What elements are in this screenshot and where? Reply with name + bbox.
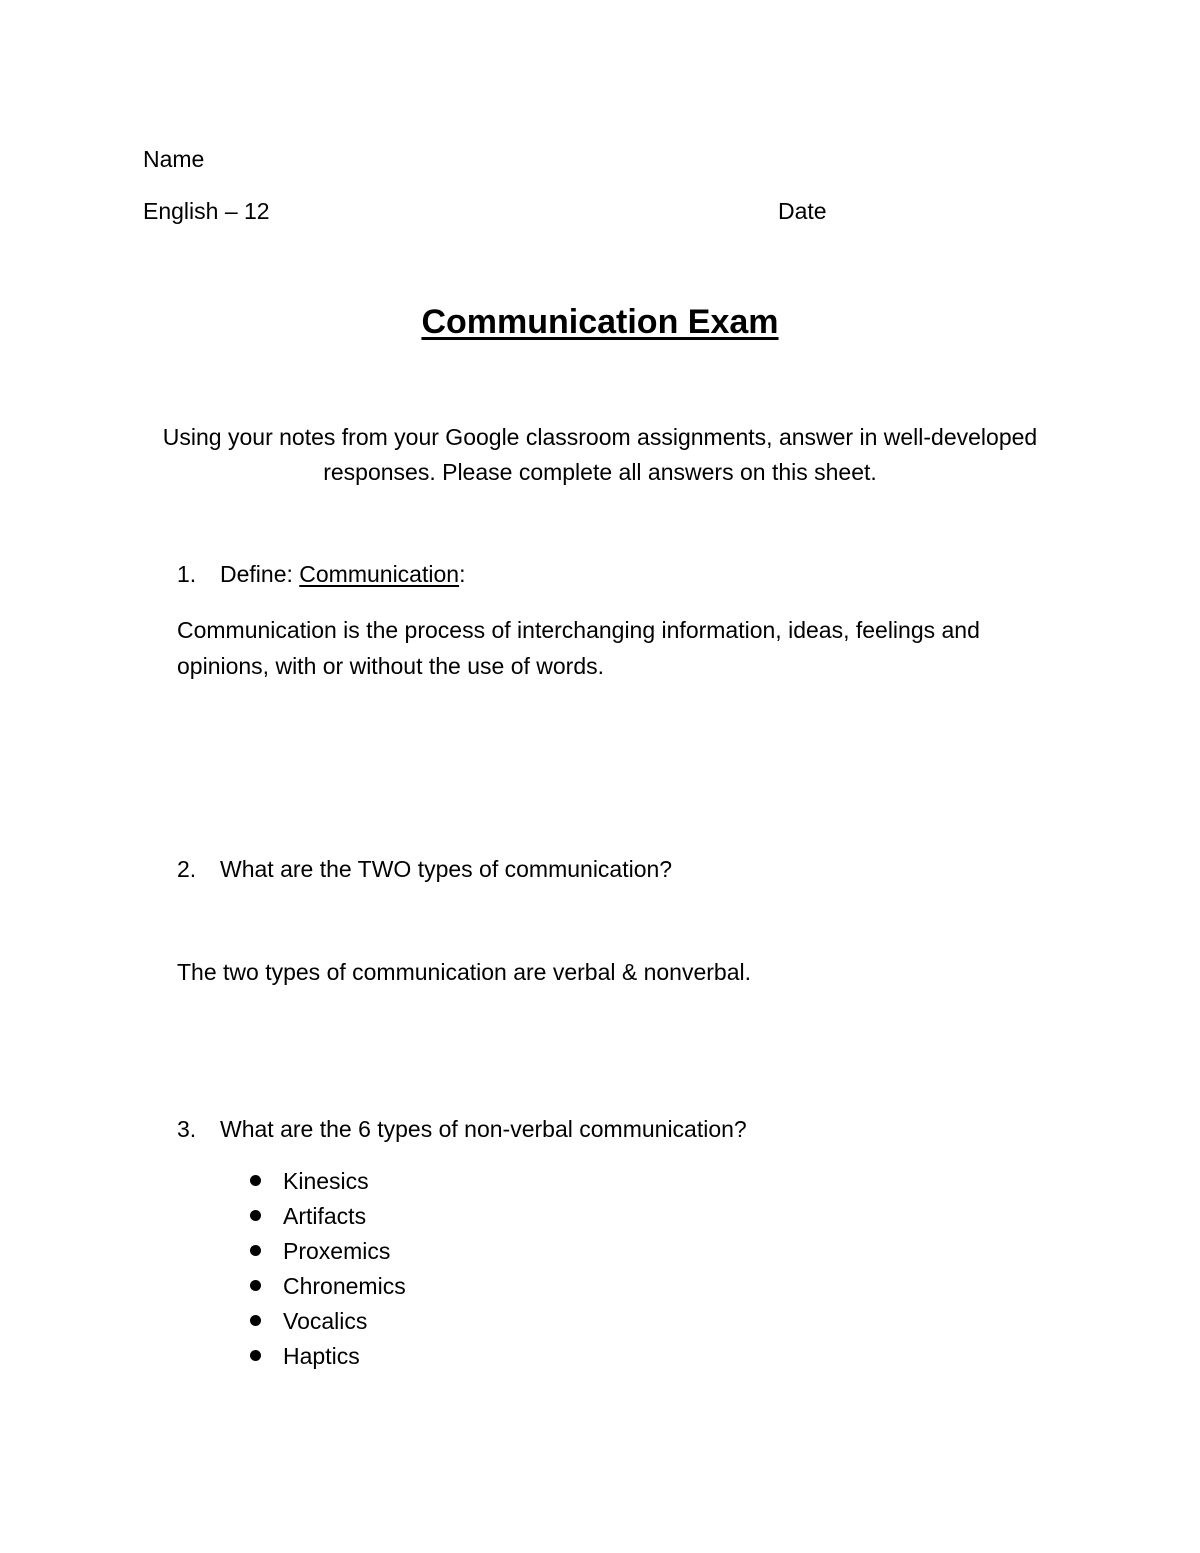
list-item-text: Kinesics [283, 1168, 369, 1194]
page-title-text: Communication Exam [421, 303, 779, 341]
question-prefix: Define: [220, 561, 300, 587]
question-number: 1. [177, 561, 197, 587]
question-number: 2. [177, 856, 197, 882]
course-label: English – 12 [143, 198, 270, 224]
bullet-icon [250, 1280, 261, 1291]
list-item [248, 1165, 406, 1200]
bullet-icon [250, 1350, 261, 1361]
question-term: Communication [299, 561, 460, 587]
list-item-text: Haptics [283, 1343, 360, 1369]
bullet-icon [250, 1210, 261, 1221]
list-item [248, 1305, 406, 1340]
list-item-text: Vocalics [283, 1308, 368, 1334]
bullet-icon [250, 1175, 261, 1186]
question-text: What are the 6 types of non-verbal communication? [220, 1116, 747, 1142]
bullet-icon [250, 1245, 261, 1256]
question-suffix: : [459, 561, 466, 587]
answer-3-list [248, 1165, 406, 1375]
question-text [220, 561, 465, 588]
list-item [248, 1270, 406, 1305]
answer-2: The two types of communication are verbal & nonverbal. [177, 959, 752, 985]
list-item-text: Chronemics [283, 1273, 406, 1299]
instructions: Using your notes from your Google classroom assignments, answer in well-developed responses. Please complete all answers on this sheet. [162, 424, 1038, 485]
bullet-icon [250, 1315, 261, 1326]
list-item [248, 1200, 406, 1235]
question-text: What are the TWO types of communication? [220, 856, 673, 882]
list-item [248, 1340, 406, 1375]
list-item-text: Proxemics [283, 1238, 391, 1264]
list-item [248, 1235, 406, 1270]
answer-1: Communication is the process of interchanging information, ideas, feelings and opinions, with or without the use of words. [177, 617, 980, 679]
date-label: Date [778, 198, 827, 224]
question-number: 3. [177, 1116, 197, 1142]
page-title [0, 303, 1200, 342]
list-item-text: Artifacts [283, 1203, 367, 1229]
name-label: Name [143, 146, 205, 172]
